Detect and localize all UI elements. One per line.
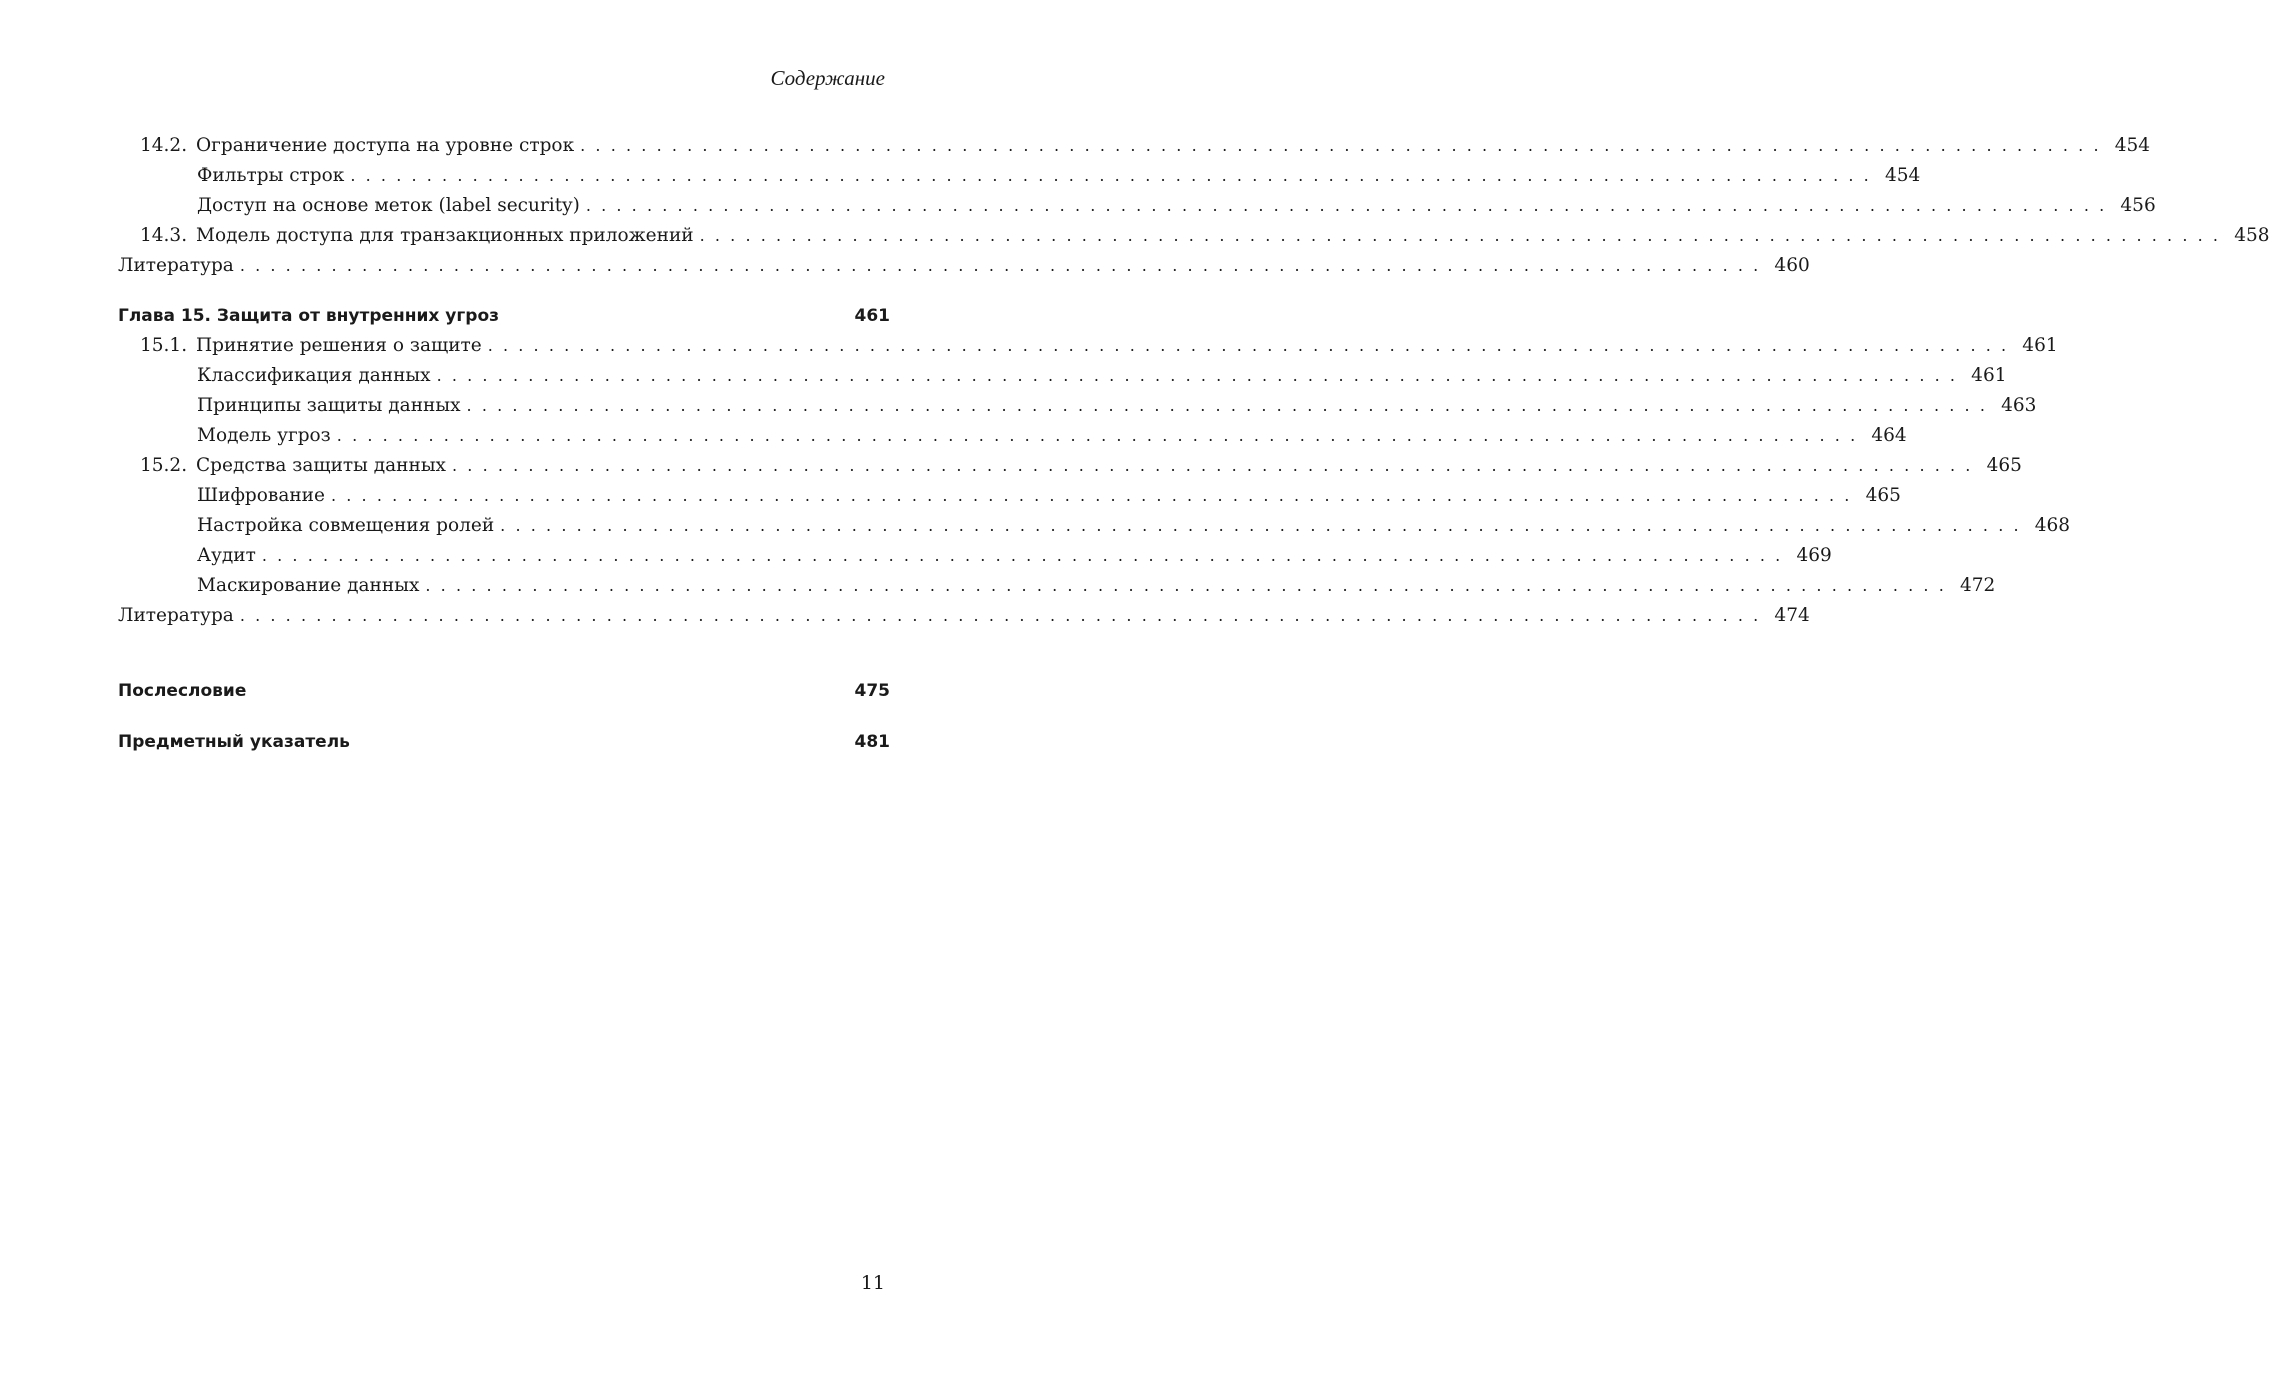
dot-leader: .................................................................................................... (487, 336, 2017, 355)
page-number: 461 (1971, 365, 2007, 386)
page-number: 456 (2120, 195, 2156, 216)
entry-title: Средства защиты данных (196, 455, 446, 476)
toc-afterword[interactable] (118, 676, 890, 706)
dot-leader: .................................................................................................... (452, 456, 1981, 475)
toc-entry-row-filters[interactable] (118, 161, 1921, 191)
entry-title: Шифрование (197, 485, 325, 506)
toc-entry-data-masking[interactable] (118, 571, 1996, 601)
entry-title: Модель доступа для транзакционных приложений (196, 225, 694, 246)
afterword-title: Послесловие (118, 681, 247, 701)
entry-title: Настройка совмещения ролей (197, 515, 495, 536)
dot-leader: .................................................................................................... (261, 546, 1791, 565)
toc-entry-threat-model[interactable] (118, 421, 1907, 451)
afterword-page-number: 475 (854, 681, 890, 701)
entry-title: Доступ на основе меток (label security) (197, 195, 580, 216)
page-number: 460 (1774, 255, 1810, 276)
page-number: 454 (1884, 165, 1921, 186)
dot-leader: .................................................................................................... (239, 606, 1769, 625)
toc-entry-role-separation[interactable] (118, 511, 2071, 541)
page-number: 463 (2001, 395, 2037, 416)
dot-leader: .................................................................................................... (585, 196, 2115, 215)
toc-entry-14-2[interactable] (118, 131, 2151, 161)
entry-title: Фильтры строк (197, 165, 345, 186)
dot-leader: .................................................................................................... (350, 166, 1879, 185)
toc-chapter-15[interactable] (118, 301, 890, 331)
entry-title: Модель угроз (197, 425, 331, 446)
toc-entry-literature-15[interactable] (118, 601, 1810, 631)
page-number: 465 (1986, 455, 2022, 476)
toc-entry-label-security[interactable] (118, 191, 2156, 221)
dot-leader: .................................................................................................... (500, 516, 2029, 535)
page-number: 458 (2234, 225, 2270, 246)
running-head: Содержание (770, 66, 885, 90)
entry-title: Принципы защиты данных (197, 395, 461, 416)
index-title: Предметный указатель (118, 732, 350, 752)
toc-entry-15-1[interactable] (118, 331, 2058, 361)
toc-entry-audit[interactable] (118, 541, 1832, 571)
section-number: 14.3. (140, 225, 188, 246)
chapter-title: Глава 15. Защита от внутренних угроз (118, 306, 499, 326)
page-number: 454 (2114, 135, 2151, 156)
chapter-page-number: 461 (854, 306, 890, 326)
entry-title: Маскирование данных (197, 575, 420, 596)
dot-leader: .................................................................................................... (330, 486, 1860, 505)
section-number: 15.1. (140, 335, 188, 356)
dot-leader: .................................................................................................... (466, 396, 1996, 415)
page-number: 465 (1865, 485, 1901, 506)
toc-entry-encryption[interactable] (118, 481, 1901, 511)
dot-leader: .................................................................................................... (425, 576, 1954, 595)
toc-entry-literature-14[interactable] (118, 251, 1810, 281)
page-number: 464 (1871, 425, 1907, 446)
entry-title: Классификация данных (197, 365, 431, 386)
page-number: 472 (1959, 575, 1996, 596)
dot-leader: .................................................................................................... (239, 256, 1769, 275)
index-page-number: 481 (854, 732, 890, 752)
entry-title: Ограничение доступа на уровне строк (196, 135, 575, 156)
entry-title: Аудит (197, 545, 256, 566)
dot-leader: .................................................................................................... (336, 426, 1866, 445)
toc-entry-protection-principles[interactable] (118, 391, 2037, 421)
dot-leader: .................................................................................................... (436, 366, 1966, 385)
page-number: 461 (2022, 335, 2058, 356)
entry-title: Принятие решения о защите (196, 335, 482, 356)
page-number: 468 (2034, 515, 2071, 536)
toc-entry-data-classification[interactable] (118, 361, 2007, 391)
section-number: 14.2. (140, 135, 188, 156)
entry-title: Литература (118, 255, 234, 276)
toc-entry-15-2[interactable] (118, 451, 2022, 481)
toc-entry-14-3[interactable] (118, 221, 2270, 251)
page-number: 474 (1774, 605, 1810, 626)
folio-page-number: 11 (860, 1272, 885, 1294)
entry-title: Литература (118, 605, 234, 626)
table-of-contents (118, 131, 2270, 757)
toc-subject-index[interactable] (118, 727, 890, 757)
page-number: 469 (1796, 545, 1832, 566)
section-number: 15.2. (140, 455, 188, 476)
dot-leader: .................................................................................................... (699, 226, 2229, 245)
dot-leader: .................................................................................................... (580, 136, 2109, 155)
